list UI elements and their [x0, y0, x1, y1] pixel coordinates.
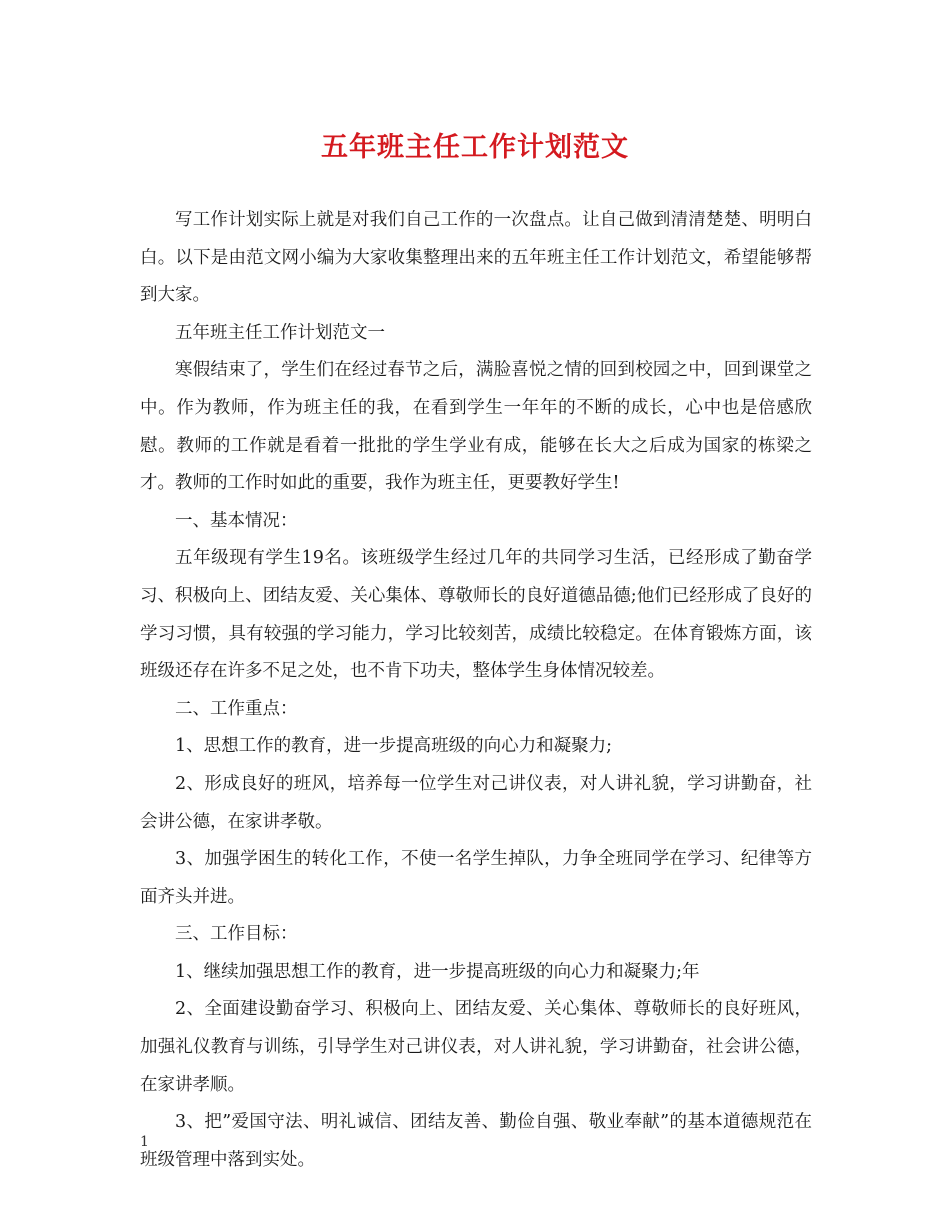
focus-item-1: 1、思想工作的教育，进一步提高班级的向心力和凝聚力; — [175, 736, 613, 757]
paragraph-winter-break: 寒假结束了，学生们在经过春节之后，满脸喜悦之情的回到校园之中，回到课堂之中。作为教师，作为班主任的我，在看到学生一年年的不断的成长，心中也是倍感欣慰。教师的工作就是看着一批批的学生学业有成，能够在长大之后成为国家的栋梁之才。教师的工作时如此的重要，我作为班主任，更要教好学生! — [140, 360, 812, 494]
focus-item-2: 2、形成良好的班风，培养每一位学生对己讲仪表，对人讲礼貌，学习讲勤奋，社会讲公德，在家讲孝敬。 — [140, 773, 812, 832]
goal-item-2: 2、全面建设勤奋学习、积极向上、团结友爱、关心集体、尊敬师长的良好班风，加强礼仪教育与训练，引导学生对己讲仪表，对人讲礼貌，学习讲勤奋，社会讲公德，在家讲孝顺。 — [140, 999, 812, 1095]
page-number: 1 — [140, 1134, 149, 1150]
heading-work-goals: 三、工作目标： — [175, 924, 298, 945]
paragraph-basic-situation: 五年级现有学生19名。该班级学生经过几年的共同学习生活，已经形成了勤奋学习、积极向上、团结友爱、关心集体、尊敬师长的良好道德品德;他们已经形成了良好的学习习惯，具有较强的学习能力，学习比较刻苦，成绩比较稳定。在体育锻炼方面，该班级还存在许多不足之处，也不肯下功夫，整体学生身体情况较差。 — [140, 548, 812, 682]
section-heading-sample-one: 五年班主任工作计划范文一 — [175, 322, 385, 343]
document-title: 五年班主任工作计划范文 — [321, 132, 629, 163]
heading-basic-situation: 一、基本情况： — [175, 510, 298, 531]
goal-item-1: 1、继续加强思想工作的教育，进一步提高班级的向心力和凝聚力;年 — [175, 961, 700, 982]
focus-item-3: 3、加强学困生的转化工作，不使一名学生掉队，力争全班同学在学习、纪律等方面齐头并进。 — [140, 849, 812, 907]
goal-item-3: 3、把”爱国守法、明礼诚信、团结友善、勤俭自强、敬业奉献”的基本道德规范在班级管理中落到实处。 — [140, 1112, 812, 1170]
intro-paragraph: 写工作计划实际上就是对我们自己工作的一次盘点。让自己做到清清楚楚、明明白白。以下是由范文网小编为大家收集整理出来的五年班主任工作计划范文，希望能够帮到大家。 — [140, 210, 812, 306]
document-body — [140, 202, 812, 1179]
heading-work-focus: 二、工作重点： — [175, 698, 298, 719]
